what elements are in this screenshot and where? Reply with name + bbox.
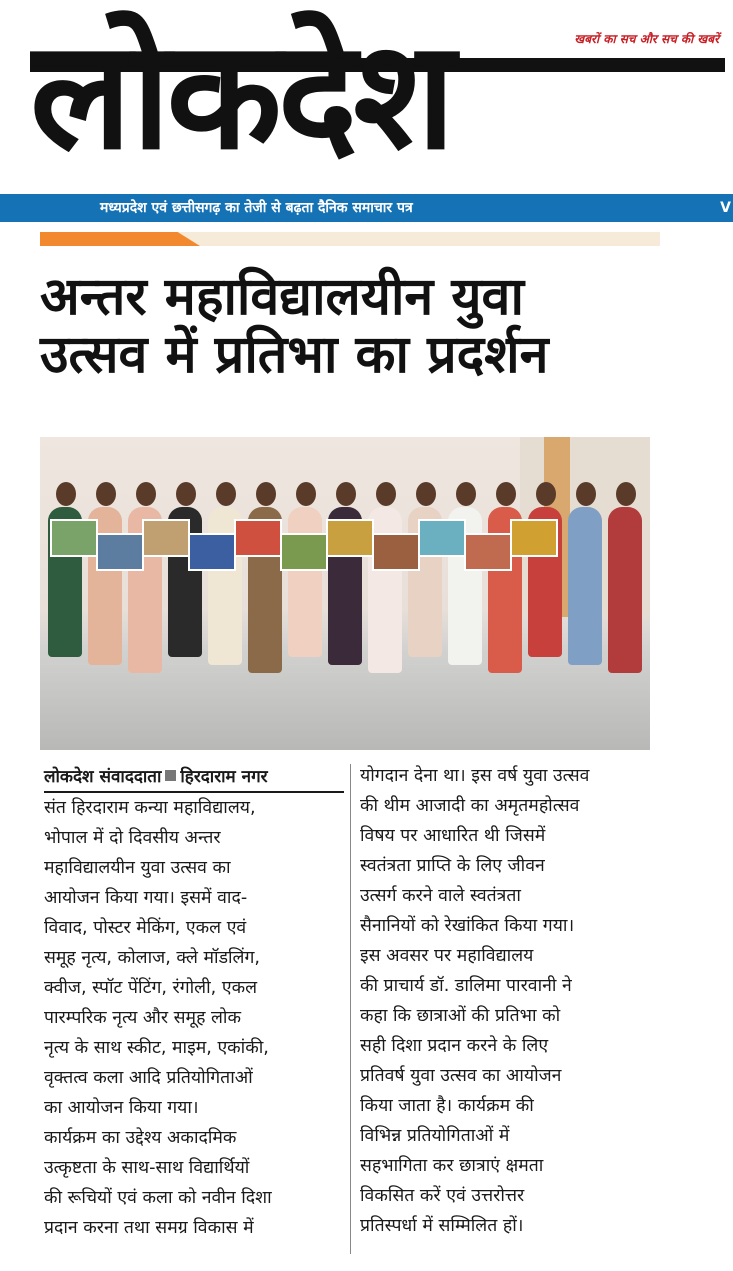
byline-location: हिरदाराम नगर	[180, 767, 268, 787]
article-text-line: विकसित करें एवं उत्तरोत्तर	[360, 1186, 525, 1206]
painting	[188, 533, 236, 571]
painting	[510, 519, 558, 557]
headline-line: अन्तर महाविद्यालयीन युवा	[40, 267, 524, 327]
painting	[326, 519, 374, 557]
article-text-line: वृक्तत्व कला आदि प्रतियोगिताओं	[44, 1068, 253, 1088]
photo-person-head	[296, 482, 316, 506]
photo-person-head	[416, 482, 436, 506]
subtitle-bar	[0, 194, 733, 222]
photo-person-head	[256, 482, 276, 506]
article-text-line: विषय पर आधारित थी जिसमें	[360, 826, 546, 846]
article-text-line: भोपाल में दो दिवसीय अन्तर	[44, 828, 221, 848]
article-text-line: आयोजन किया गया। इसमें वाद-	[44, 888, 248, 908]
article-column-right	[360, 761, 660, 1241]
painting	[50, 519, 98, 557]
photo-person-head	[96, 482, 116, 506]
article-text-line: नृत्य के साथ स्कीट, माइम, एकांकी,	[44, 1038, 269, 1058]
photo-person-head	[216, 482, 236, 506]
article-text-line: महाविद्यालयीन युवा उत्सव का	[44, 858, 231, 878]
article-text-line: की रूचियों एवं कला को नवीन दिशा	[44, 1188, 272, 1208]
article-text-line: पारम्परिक नृत्य और समूह लोक	[44, 1008, 242, 1028]
article-text-line: सही दिशा प्रदान करने के लिए	[360, 1036, 549, 1056]
group-photo	[40, 437, 650, 750]
photo-person-head	[536, 482, 556, 506]
article-text-line: की प्राचार्य डॉ. डालिमा पारवानी ने	[360, 976, 572, 996]
article-text-line: विभिन्न प्रतियोगिताओं में	[360, 1126, 510, 1146]
photo-person-head	[136, 482, 156, 506]
article-column-left	[44, 793, 344, 1243]
article-text-line: स्वतंत्रता प्राप्ति के लिए जीवन	[360, 856, 545, 876]
subtitle-edge-text: V	[720, 200, 731, 216]
section-rule-accent	[40, 232, 200, 246]
photo-person-head	[576, 482, 596, 506]
article-text-line: उत्सर्ग करने वाले स्वतंत्रता	[360, 886, 521, 906]
article-text-line: किया जाता है। कार्यक्रम की	[360, 1096, 534, 1116]
byline-separator	[165, 770, 176, 781]
photo-person-head	[376, 482, 396, 506]
photo-person-head	[56, 482, 76, 506]
painting	[464, 533, 512, 571]
subtitle-text: मध्यप्रदेश एवं छत्तीसगढ़ का तेजी से बढ़ता दैनिक समाचार पत्र	[100, 200, 413, 216]
painting	[142, 519, 190, 557]
photo-person-head	[456, 482, 476, 506]
article-text-line: इस अवसर पर महाविद्यालय	[360, 946, 534, 966]
article-text-line: संत हिरदाराम कन्या महाविद्यालय,	[44, 798, 256, 818]
byline-reporter: लोकदेश संवाददाता	[44, 767, 162, 787]
painting	[280, 533, 328, 571]
article-text-line: क्वीज, स्पॉट पेंटिंग, रंगोली, एकल	[44, 978, 258, 998]
article-text-line: का आयोजन किया गया।	[44, 1098, 199, 1118]
article-text-line: समूह नृत्य, कोलाज, क्ले मॉडलिंग,	[44, 948, 260, 968]
masthead	[0, 0, 733, 195]
photo-person-head	[496, 482, 516, 506]
article-text-line: विवाद, पोस्टर मेकिंग, एकल एवं	[44, 918, 247, 938]
photo-person-head	[176, 482, 196, 506]
article-text-line: कहा कि छात्राओं की प्रतिभा को	[360, 1006, 561, 1026]
article-text-line: उत्कृष्टता के साथ-साथ विद्यार्थियों	[44, 1158, 250, 1178]
article-text-line: कार्यक्रम का उद्देश्य अकादमिक	[44, 1128, 237, 1148]
article-text-line: सैनानियों को रेखांकित किया गया।	[360, 916, 575, 936]
painting	[96, 533, 144, 571]
byline	[44, 764, 344, 790]
painting	[372, 533, 420, 571]
article-text-line: प्रदान करना तथा समग्र विकास में	[44, 1218, 254, 1238]
painting	[418, 519, 466, 557]
article-text-line: प्रतिवर्ष युवा उत्सव का आयोजन	[360, 1066, 562, 1086]
headline	[40, 268, 680, 384]
painting	[234, 519, 282, 557]
article-text-line: प्रतिस्पर्धा में सम्मिलित हों।	[360, 1216, 524, 1236]
masthead-tagline: खबरों का सच और सच की खबरें	[574, 32, 719, 46]
photo-person	[568, 507, 602, 665]
column-divider	[350, 764, 351, 1254]
photo-person-head	[336, 482, 356, 506]
newspaper-logo: लोकदेश	[30, 7, 452, 183]
photo-person	[288, 507, 322, 657]
article-text-line: सहभागिता कर छात्राएं क्षमता	[360, 1156, 544, 1176]
article-text-line: की थीम आजादी का अमृतमहोत्सव	[360, 796, 580, 816]
photo-person-head	[616, 482, 636, 506]
headline-line: उत्सव में प्रतिभा का प्रदर्शन	[40, 325, 549, 385]
photo-person	[608, 507, 642, 673]
article-text-line: योगदान देना था। इस वर्ष युवा उत्सव	[360, 766, 590, 786]
